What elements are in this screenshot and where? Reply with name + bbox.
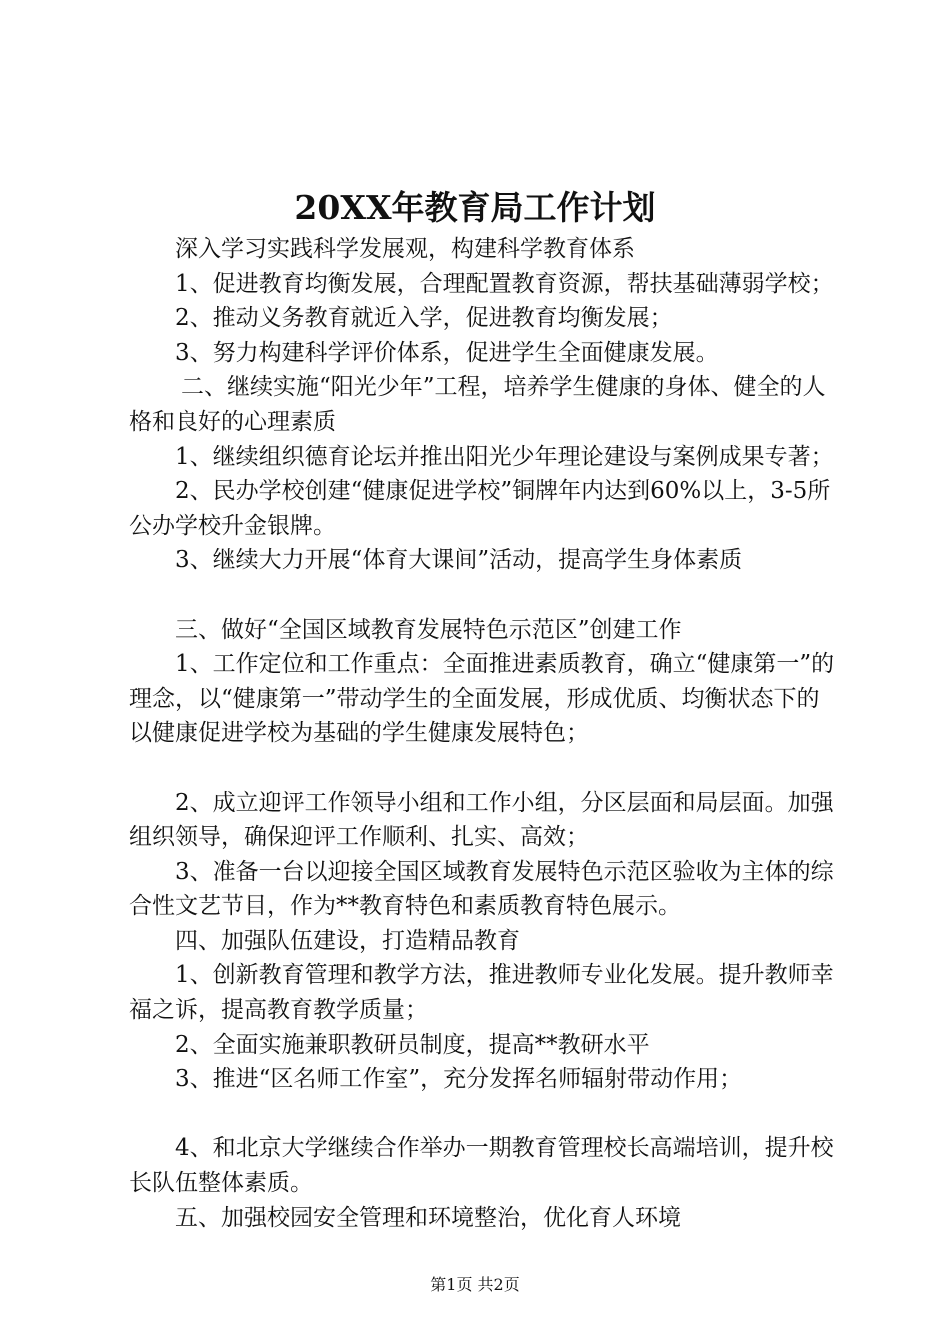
paragraph-item: 1、继续组织德育论坛并推出阳光少年理论建设与案例成果专著； — [175, 443, 834, 470]
page-footer: 第1页 共2页 — [430, 1275, 520, 1294]
paragraph-item: 2、成立迎评工作领导小组和工作小组，分区层面和局层面。加强组织领导，确保迎评工作顺利、扎实、高效； — [129, 789, 834, 851]
paragraph-intro: 深入学习实践科学发展观，构建科学教育体系 — [175, 236, 635, 262]
paragraph-item: 3、继续大力开展“体育大课间”活动，提高学生身体素质 — [175, 547, 743, 574]
paragraph-item: 2、民办学校创建“健康促进学校”铜牌年内达到60%以上，3-5所公办学校升金银牌。 — [129, 478, 831, 539]
paragraph-item: 1、创新教育管理和教学方法，推进教师专业化发展。提升教师幸福之诉，提高教育教学质量； — [129, 962, 834, 1024]
section-heading-3: 三、做好“全国区域教育发展特色示范区”创建工作 — [175, 616, 682, 643]
paragraph-item: 3、努力构建科学评价体系，促进学生全面健康发展。 — [175, 339, 719, 366]
document-body — [129, 232, 841, 1235]
blank-line — [129, 578, 841, 613]
paragraph-item: 4、和北京大学继续合作举办一期教育管理校长高端培训，提升校长队伍整体素质。 — [129, 1135, 834, 1197]
document-title: 20XX年教育局工作计划 — [294, 188, 656, 227]
paragraph-item: 1、工作定位和工作重点：全面推进素质教育，确立“健康第一”的理念，以“健康第一”带动学生的全面发展，形成优质、均衡状态下的以健康促进学校为基础的学生健康发展特色； — [129, 651, 835, 747]
paragraph-item: 3、推进“区名师工作室”，充分发挥名师辐射带动作用； — [175, 1066, 743, 1093]
blank-line — [129, 751, 841, 786]
paragraph-item: 3、准备一台以迎接全国区域教育发展特色示范区验收为主体的综合性文艺节目，作为**教育特色和素质教育特色展示。 — [129, 858, 834, 920]
section-heading-2: 二、继续实施“阳光少年”工程，培养学生健康的身体、健全的人格和良好的心理素质 — [129, 374, 826, 435]
section-heading-4: 四、加强队伍建设，打造精品教育 — [175, 927, 520, 954]
section-heading-5: 五、加强校园安全管理和环境整治，优化育人环境 — [175, 1204, 681, 1231]
paragraph-item: 2、全面实施兼职教研员制度，提高**教研水平 — [175, 1031, 650, 1058]
blank-line — [129, 1097, 841, 1132]
paragraph-item: 2、推动义务教育就近入学，促进教育均衡发展； — [175, 305, 673, 332]
paragraph-item: 1、促进教育均衡发展，合理配置教育资源，帮扶基础薄弱学校； — [175, 270, 834, 297]
